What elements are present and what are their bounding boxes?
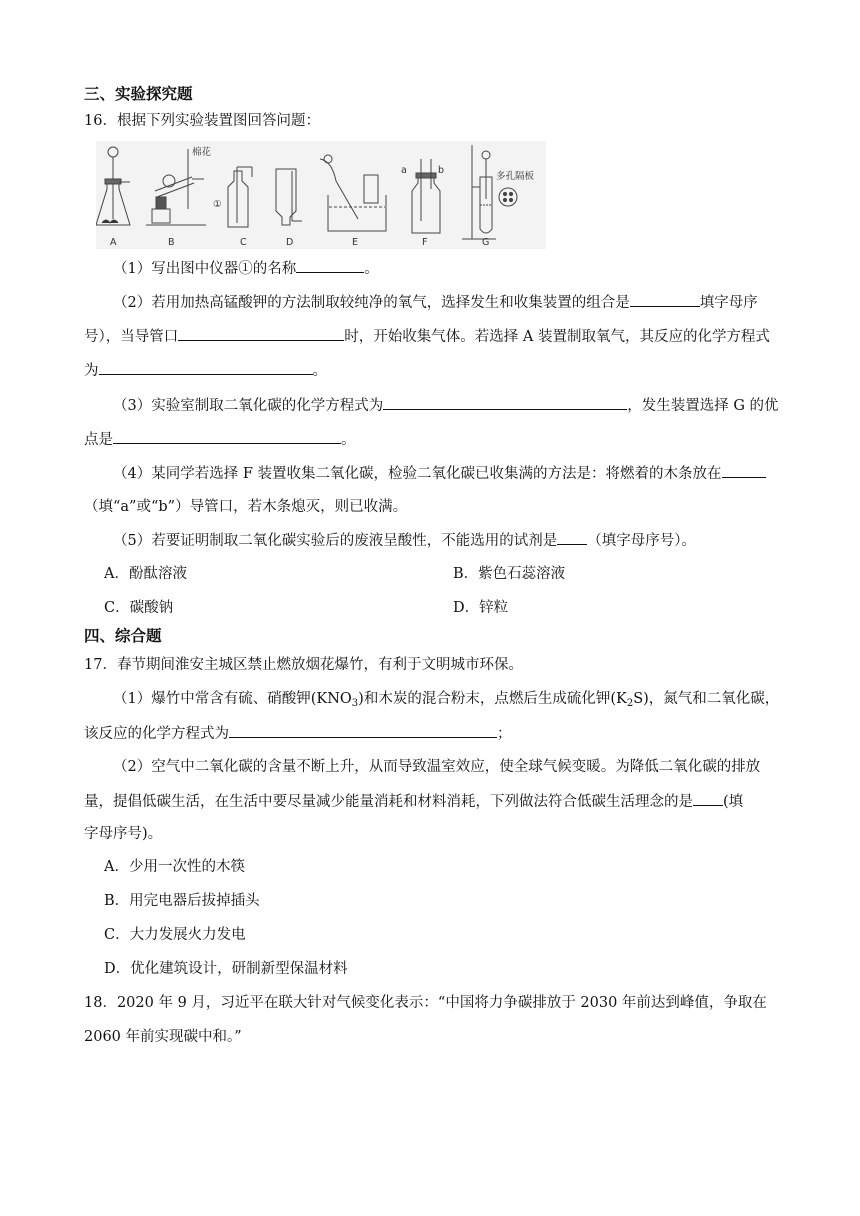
label-a: A: [110, 237, 117, 248]
q16-option-a: A．酚酞溶液: [104, 566, 187, 582]
label-f: F: [422, 237, 428, 248]
answer-blank: [383, 395, 627, 410]
q16-option-c: C．碳酸钠: [104, 600, 174, 616]
q17-option-a: A．少用一次性的木筷: [104, 859, 245, 875]
label-tube-b: b: [438, 165, 445, 176]
q17-part1-line2: 该反应的化学方程式为 ；: [84, 723, 512, 744]
answer-blank: [178, 326, 344, 341]
label-instrument-1: ①: [213, 199, 222, 210]
q16-part5: （5）若要证明制取二氧化碳实验后的废液呈酸性，不能选用的试剂是 （填字母序号）。: [113, 530, 696, 551]
q16-part3-line2: 点是 。: [84, 429, 356, 450]
answer-blank: [722, 463, 766, 478]
question-18-line1: 18．2020 年 9 月，习近平在联大针对气候变化表示：“中国将力争碳排放于 2030 年前达到峰值，争取在: [84, 995, 767, 1011]
q16-part4-line2: （填“a”或“b”）导管口，若木条熄灭，则已收满。: [84, 499, 408, 515]
label-e: E: [352, 237, 359, 248]
q16-part2-line1: （2）若用加热高锰酸钾的方法制取较纯净的氧气，选择发生和收集装置的组合是 填字母序: [113, 292, 758, 313]
question-17-stem: 17．春节期间淮安主城区禁止燃放烟花爆竹，有利于文明城市环保。: [84, 657, 523, 673]
answer-blank: [229, 723, 497, 738]
q16-option-b: B．紫色石蕊溶液: [453, 566, 566, 582]
q17-part2-line1: （2）空气中二氧化碳的含量不断上升，从而导致温室效应，使全球气候变暖。为降低二氧化碳的排放: [113, 759, 761, 775]
section-title: 四、综合题: [84, 627, 162, 645]
apparatus-figure: [96, 141, 546, 249]
label-cotton: 棉花: [192, 147, 212, 158]
q16-part2-line2: 号），当导管口 时，开始收集气体。若选择 A 装置制取氧气，其反应的化学方程式: [84, 326, 770, 347]
q17-option-b: B．用完电器后拔掉插头: [104, 893, 260, 909]
answer-blank: [693, 791, 723, 806]
q17-part2-line2: 量，提倡低碳生活，在生活中要尽量减少能量消耗和材料消耗，下列做法符合低碳生活理念的是 (填: [84, 791, 743, 812]
answer-blank: [296, 258, 364, 273]
q17-part2-line3: 字母序号)。: [84, 826, 163, 842]
answer-blank: [557, 530, 587, 545]
label-tube-a: a: [401, 165, 407, 176]
question-16-stem: 16．根据下列实验装置图回答问题：: [84, 113, 320, 129]
circled-number-1: ①: [238, 261, 253, 277]
label-d: D: [286, 237, 294, 248]
label-g: G: [482, 237, 490, 248]
q16-option-d: D．锌粒: [453, 600, 509, 616]
section-title: 三、实验探究题: [84, 85, 193, 103]
q17-option-d: D．优化建筑设计，研制新型保温材料: [104, 961, 348, 977]
answer-blank: [630, 292, 700, 307]
label-porous-plate: 多孔隔板: [496, 171, 535, 182]
q16-part3-line1: （3）实验室制取二氧化碳的化学方程式为 ，发生装置选择 G 的优: [113, 395, 779, 416]
q16-part4-line1: （4）某同学若选择 F 装置收集二氧化碳，检验二氧化碳已收集满的方法是：将燃着的木条放在: [113, 463, 766, 484]
q16-part1: （1）写出图中仪器①的名称 。: [113, 258, 379, 279]
answer-blank: [113, 429, 341, 444]
answer-blank: [99, 360, 313, 375]
q17-option-c: C．大力发展火力发电: [104, 927, 246, 943]
label-c: C: [240, 237, 247, 248]
question-18-line2: 2060 年前实现碳中和。”: [84, 1029, 242, 1045]
label-b: B: [168, 237, 175, 248]
q17-part1-line1: （1）爆竹中常含有硫、硝酸钾$(KNO_3)$和木炭的混合粉末，点燃后生成硫化钾$(K_2S)$，氮气和二氧化碳，: [113, 691, 780, 709]
q16-part2-line3: 为 。: [84, 360, 327, 381]
